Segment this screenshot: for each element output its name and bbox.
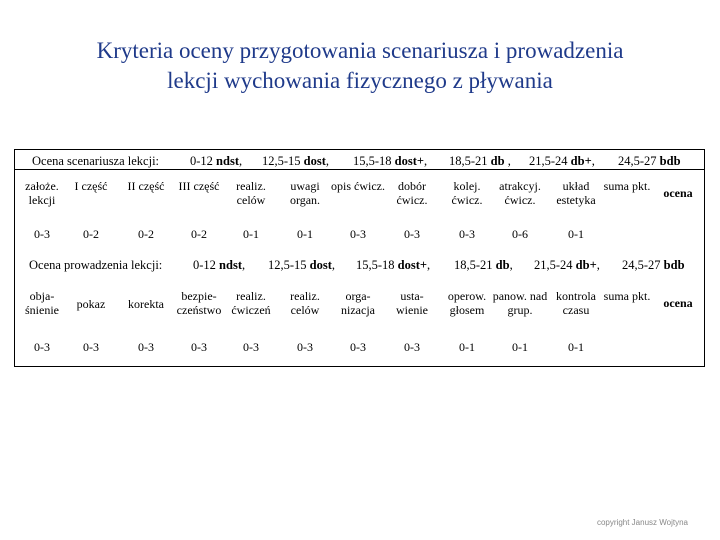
copyright-text: copyright Janusz Wojtyna (596, 518, 688, 527)
section1-value-10: 0-1 (568, 227, 584, 241)
section1-header-9: atrakcyj. ćwicz. (499, 179, 541, 207)
section2-header-1: pokaz (76, 297, 106, 311)
section1-value-1: 0-2 (83, 227, 99, 241)
section1-header-3: III część (178, 179, 220, 193)
section1-header-4: realiz. celów (236, 179, 266, 207)
section2-header-10: kontrola czasu (556, 289, 596, 317)
section1-header-1: I część (74, 179, 108, 193)
table-right-border (704, 149, 705, 367)
section2-header-2: korekta (128, 297, 164, 311)
section2-header-6: orga- nizacja (341, 289, 375, 317)
section1-range-ndst: 0-12 ndst, (190, 154, 243, 168)
section2-header-3: bezpie- czeństwo (176, 289, 222, 317)
section1-value-6: 0-3 (350, 227, 366, 241)
title-line-1: Kryteria oceny przygotowania scenariusza i prowadzenia (96, 38, 624, 63)
section2-value-8: 0-1 (459, 340, 475, 354)
section2-value-2: 0-3 (138, 340, 154, 354)
section2-value-9: 0-1 (512, 340, 528, 354)
section1-header-12: ocena (663, 186, 693, 200)
section2-range-dost: 12,5-15 dost, (268, 258, 336, 272)
section2-range-db-plus: 21,5-24 db+, (534, 258, 600, 272)
section2-value-7: 0-3 (404, 340, 420, 354)
section1-range-dost: 12,5-15 dost, (262, 154, 330, 168)
section1-range-bdb: 24,5-27 bdb (618, 154, 681, 168)
section2-header-4: realiz. ćwiczeń (231, 289, 271, 317)
section2-label: Ocena prowadzenia lekcji: (29, 258, 163, 272)
section1-value-9: 0-6 (512, 227, 528, 241)
section1-value-2: 0-2 (138, 227, 154, 241)
section1-range-db-plus: 21,5-24 db+, (529, 154, 595, 168)
section2-header-8: operow. głosem (447, 289, 487, 317)
section1-range-db: 18,5-21 db , (449, 154, 511, 168)
table-top-border (14, 149, 705, 150)
section1-value-4: 0-1 (243, 227, 259, 241)
section2-header-9: panow. nad grup. (492, 289, 548, 317)
section1-value-3: 0-2 (191, 227, 207, 241)
section1-value-8: 0-3 (459, 227, 475, 241)
section2-value-1: 0-3 (83, 340, 99, 354)
section1-header-5: uwagi organ. (289, 179, 321, 207)
section1-range-dost-plus: 15,5-18 dost+, (353, 154, 428, 168)
section2-value-4: 0-3 (243, 340, 259, 354)
section1-header-2: II część (127, 179, 165, 193)
section2-value-5: 0-3 (297, 340, 313, 354)
section2-header-0: obja- śnienie (25, 289, 59, 317)
section2-header-7: usta- wienie (396, 289, 428, 317)
section1-value-0: 0-3 (34, 227, 50, 241)
title-line-2: lekcji wychowania fizycznego z pływania (167, 68, 553, 93)
section1-header-10: układ estetyka (556, 179, 596, 207)
section1-header-6: opis ćwicz. (331, 179, 385, 193)
section2-value-3: 0-3 (191, 340, 207, 354)
section2-range-dost-plus: 15,5-18 dost+, (356, 258, 431, 272)
page-title (0, 36, 720, 96)
section1-value-7: 0-3 (404, 227, 420, 241)
section1-header-0: założe. lekcji (25, 179, 59, 207)
section1-label: Ocena scenariusza lekcji: (32, 154, 160, 168)
section1-value-5: 0-1 (297, 227, 313, 241)
section1-header-8: kolej. ćwicz. (451, 179, 483, 207)
section1-header-7: dobór ćwicz. (396, 179, 428, 207)
section2-range-bdb: 24,5-27 bdb (622, 258, 685, 272)
table-bottom-border (14, 366, 705, 367)
section2-header-12: ocena (663, 296, 693, 310)
section2-header-5: realiz. celów (290, 289, 320, 317)
section2-value-6: 0-3 (350, 340, 366, 354)
section2-header-11: suma pkt. (603, 289, 651, 303)
section1-header-11: suma pkt. (603, 179, 651, 193)
table-divider (14, 169, 705, 170)
section2-value-0: 0-3 (34, 340, 50, 354)
section2-value-10: 0-1 (568, 340, 584, 354)
section2-range-ndst: 0-12 ndst, (193, 258, 246, 272)
section2-range-db: 18,5-21 db, (454, 258, 513, 272)
